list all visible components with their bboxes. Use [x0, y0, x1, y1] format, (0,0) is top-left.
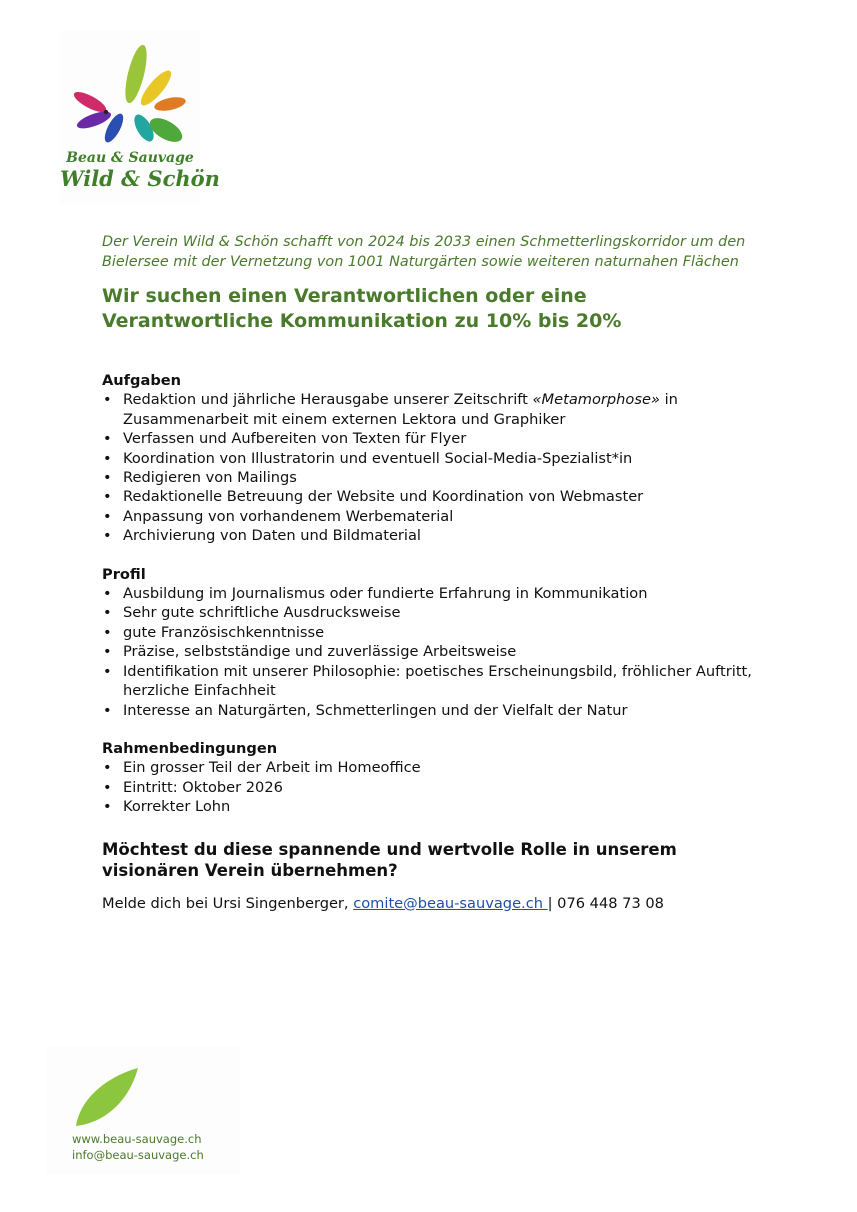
list-item: • Verfassen und Aufbereiten von Texten für Flyer	[102, 429, 762, 448]
list-item: • Koordination von Illustratorin und eventuell Social-Media-Spezialist*in	[102, 449, 762, 468]
list-item: • Sehr gute schriftliche Ausdrucksweise	[102, 603, 762, 622]
footer-website: www.beau-sauvage.ch	[72, 1132, 202, 1146]
list-item: • gute Französischkenntnisse	[102, 623, 762, 642]
section-title-aufgaben: Aufgaben	[102, 372, 182, 389]
logo-line-2: Wild & Schön	[60, 166, 220, 191]
list-item: • Ein grosser Teil der Arbeit im Homeoffice	[102, 758, 762, 777]
list-item: • Präzise, selbstständige und zuverlässige Arbeitsweise	[102, 642, 762, 661]
logo-line-1: Beau & Sauvage	[66, 150, 194, 166]
list-rahmenbedingungen	[102, 758, 762, 816]
list-item: • Archivierung von Daten und Bildmaterial	[102, 526, 762, 545]
page-title: Wir suchen einen Verantwortlichen oder eine Verantwortliche Kommunikation zu 10% bis 20%	[102, 285, 622, 332]
flower-logo-icon	[60, 30, 200, 150]
intro-text: Der Verein Wild & Schön schafft von 2024 bis 2033 einen Schmetterlingskorridor um den Bielersee mit der Vernetzung von 1001 Naturgärten sowie weiteren naturnahen Flächen	[102, 234, 746, 270]
leaf-icon	[46, 1046, 240, 1136]
section-title-profil: Profil	[102, 565, 146, 583]
list-item: • Ausbildung im Journalismus oder fundierte Erfahrung in Kommunikation	[102, 584, 762, 603]
document-body	[102, 232, 762, 913]
list-item: • Eintritt: Oktober 2026	[102, 778, 762, 797]
contact-line	[102, 894, 762, 913]
list-item: • Korrekter Lohn	[102, 797, 762, 816]
footer-logo	[46, 1046, 240, 1174]
magazine-title: «Metamorphose»	[532, 391, 660, 409]
logo-petal	[71, 88, 108, 115]
closing-question: Möchtest du diese spannende und wertvolle Rolle in unserem visionären Verein übernehmen?	[102, 839, 677, 881]
list-item: • Redigieren von Mailings	[102, 468, 762, 487]
list-item: • Redaktion und jährliche Herausgabe unserer Zeitschrift «Metamorphose» in Zusammenarbeit mit einem externen Lektora und Graphiker	[102, 390, 762, 429]
contact-phone: | 076 448 73 08	[547, 894, 664, 912]
footer-email: info@beau-sauvage.ch	[72, 1148, 204, 1162]
list-item: • Identifikation mit unserer Philosophie: poetisches Erscheinungsbild, fröhlicher Auftritt, herzliche Einfachheit	[102, 662, 762, 701]
list-item: • Interesse an Naturgärten, Schmetterlingen und der Vielfalt der Natur	[102, 701, 762, 720]
list-aufgaben	[102, 390, 762, 545]
list-item: • Redaktionelle Betreuung der Website und Koordination von Webmaster	[102, 487, 762, 506]
contact-prefix: Melde dich bei Ursi Singenberger,	[102, 894, 354, 912]
contact-email-link[interactable]: comite@beau-sauvage.ch	[353, 894, 548, 912]
section-title-rahmenbedingungen: Rahmenbedingungen	[102, 739, 278, 757]
logo-petal	[153, 95, 187, 113]
list-profil	[102, 584, 762, 720]
list-item: • Anpassung von vorhandenem Werbematerial	[102, 507, 762, 526]
logo	[60, 30, 220, 205]
